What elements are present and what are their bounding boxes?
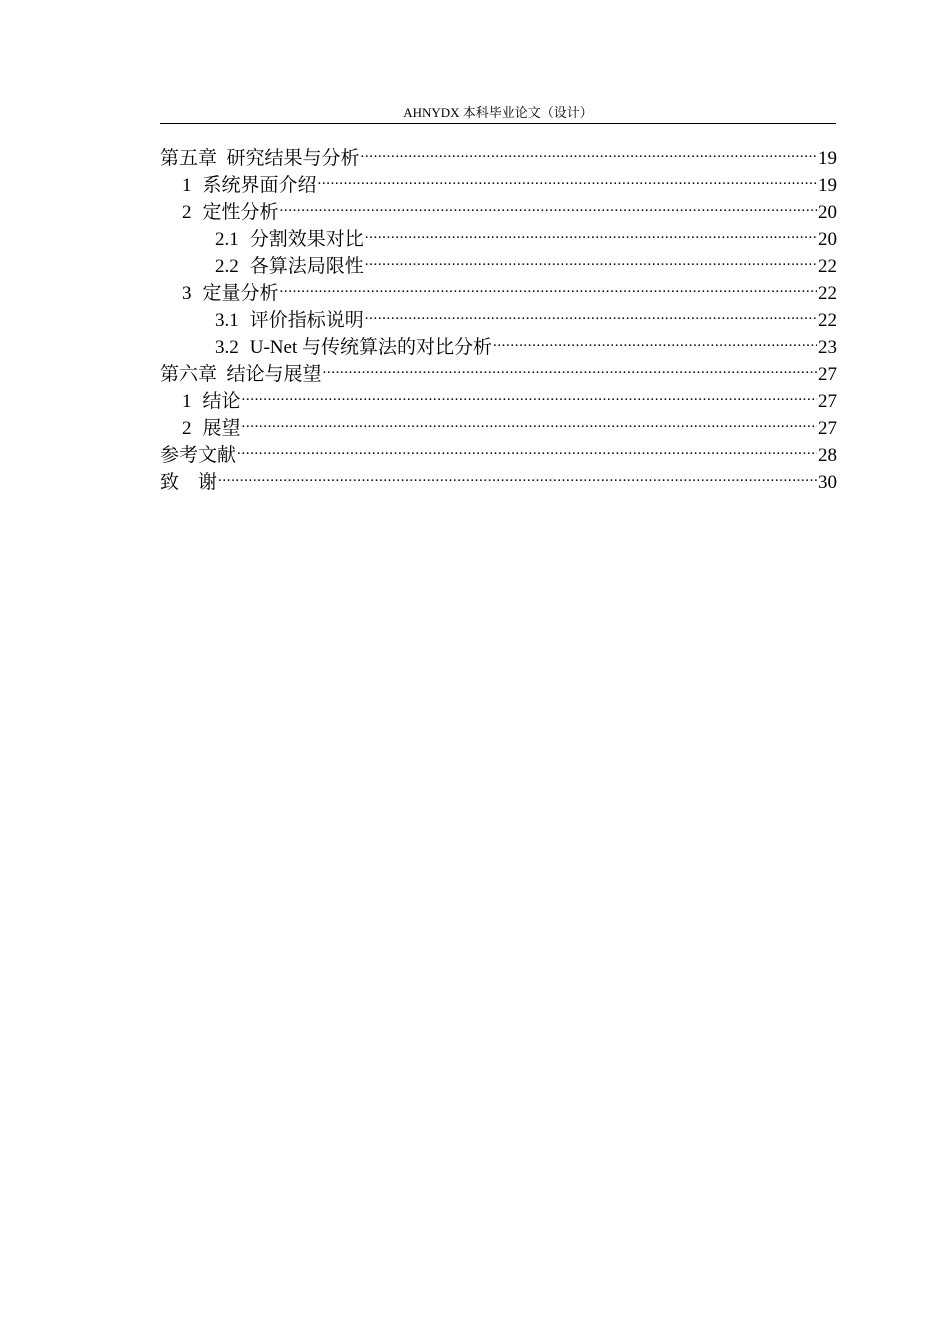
toc-entry-6-1[interactable] (160, 380, 837, 412)
toc-entry-title: 定量分析 (202, 283, 279, 304)
toc-dot-leader (280, 191, 817, 218)
toc-dot-leader (237, 434, 817, 461)
toc-page-number: 23 (818, 337, 837, 358)
toc-entry-title: 结论 (202, 391, 241, 412)
toc-dot-leader (365, 245, 817, 272)
toc-dot-leader (323, 353, 817, 380)
toc-entry-references[interactable] (160, 434, 837, 466)
toc-dot-leader (242, 407, 817, 434)
toc-entry-title: 参考文献 (160, 445, 237, 466)
toc-dot-leader (318, 164, 817, 191)
toc-page-number: 22 (818, 256, 837, 277)
table-of-contents (160, 137, 837, 493)
toc-entry-title: 第六章 结论与展望 (160, 364, 322, 385)
header-rule (160, 123, 836, 124)
toc-dot-leader (365, 299, 817, 326)
toc-page-number: 30 (818, 472, 837, 493)
toc-page-number: 27 (818, 418, 837, 439)
toc-dot-leader (242, 380, 817, 407)
toc-entry-number: 3.1 (215, 310, 239, 331)
toc-entry-number: 1 (182, 391, 192, 412)
toc-entry-number: 1 (182, 175, 192, 196)
toc-page-number: 27 (818, 364, 837, 385)
toc-entry-6-2[interactable] (160, 407, 837, 439)
toc-entry-title: 系统界面介绍 (202, 175, 317, 196)
toc-entry-title: U-Net 与传统算法的对比分析 (249, 337, 492, 358)
toc-entry-number: 2.1 (215, 229, 239, 250)
toc-entry-number: 2.2 (215, 256, 239, 277)
toc-page-number: 28 (818, 445, 837, 466)
toc-dot-leader (361, 137, 817, 164)
toc-entry-acknowledgements[interactable] (160, 461, 837, 493)
toc-page-number: 20 (818, 229, 837, 250)
toc-entry-chapter-5[interactable] (160, 137, 837, 169)
toc-entry-number: 3 (182, 283, 192, 304)
page-header: AHNYDX 本科毕业论文（设计） (403, 105, 593, 120)
toc-page-number: 22 (818, 283, 837, 304)
toc-entry-title: 各算法局限性 (249, 256, 364, 277)
toc-entry-title: 定性分析 (202, 202, 279, 223)
toc-entry-title: 致 谢 (160, 472, 218, 493)
toc-entry-title: 展望 (202, 418, 241, 439)
toc-entry-title: 评价指标说明 (249, 310, 364, 331)
toc-page-number: 19 (818, 175, 837, 196)
toc-dot-leader (218, 461, 817, 488)
toc-entry-title: 第五章 研究结果与分析 (160, 148, 360, 169)
toc-entry-number: 2 (182, 418, 192, 439)
toc-entry-number: 2 (182, 202, 192, 223)
toc-dot-leader (280, 272, 817, 299)
toc-entry-number: 3.2 (215, 337, 239, 358)
toc-dot-leader (365, 218, 817, 245)
toc-entry-title: 分割效果对比 (249, 229, 364, 250)
toc-page-number: 19 (818, 148, 837, 169)
toc-page-number: 27 (818, 391, 837, 412)
toc-page-number: 22 (818, 310, 837, 331)
toc-dot-leader (493, 326, 817, 353)
toc-page-number: 20 (818, 202, 837, 223)
